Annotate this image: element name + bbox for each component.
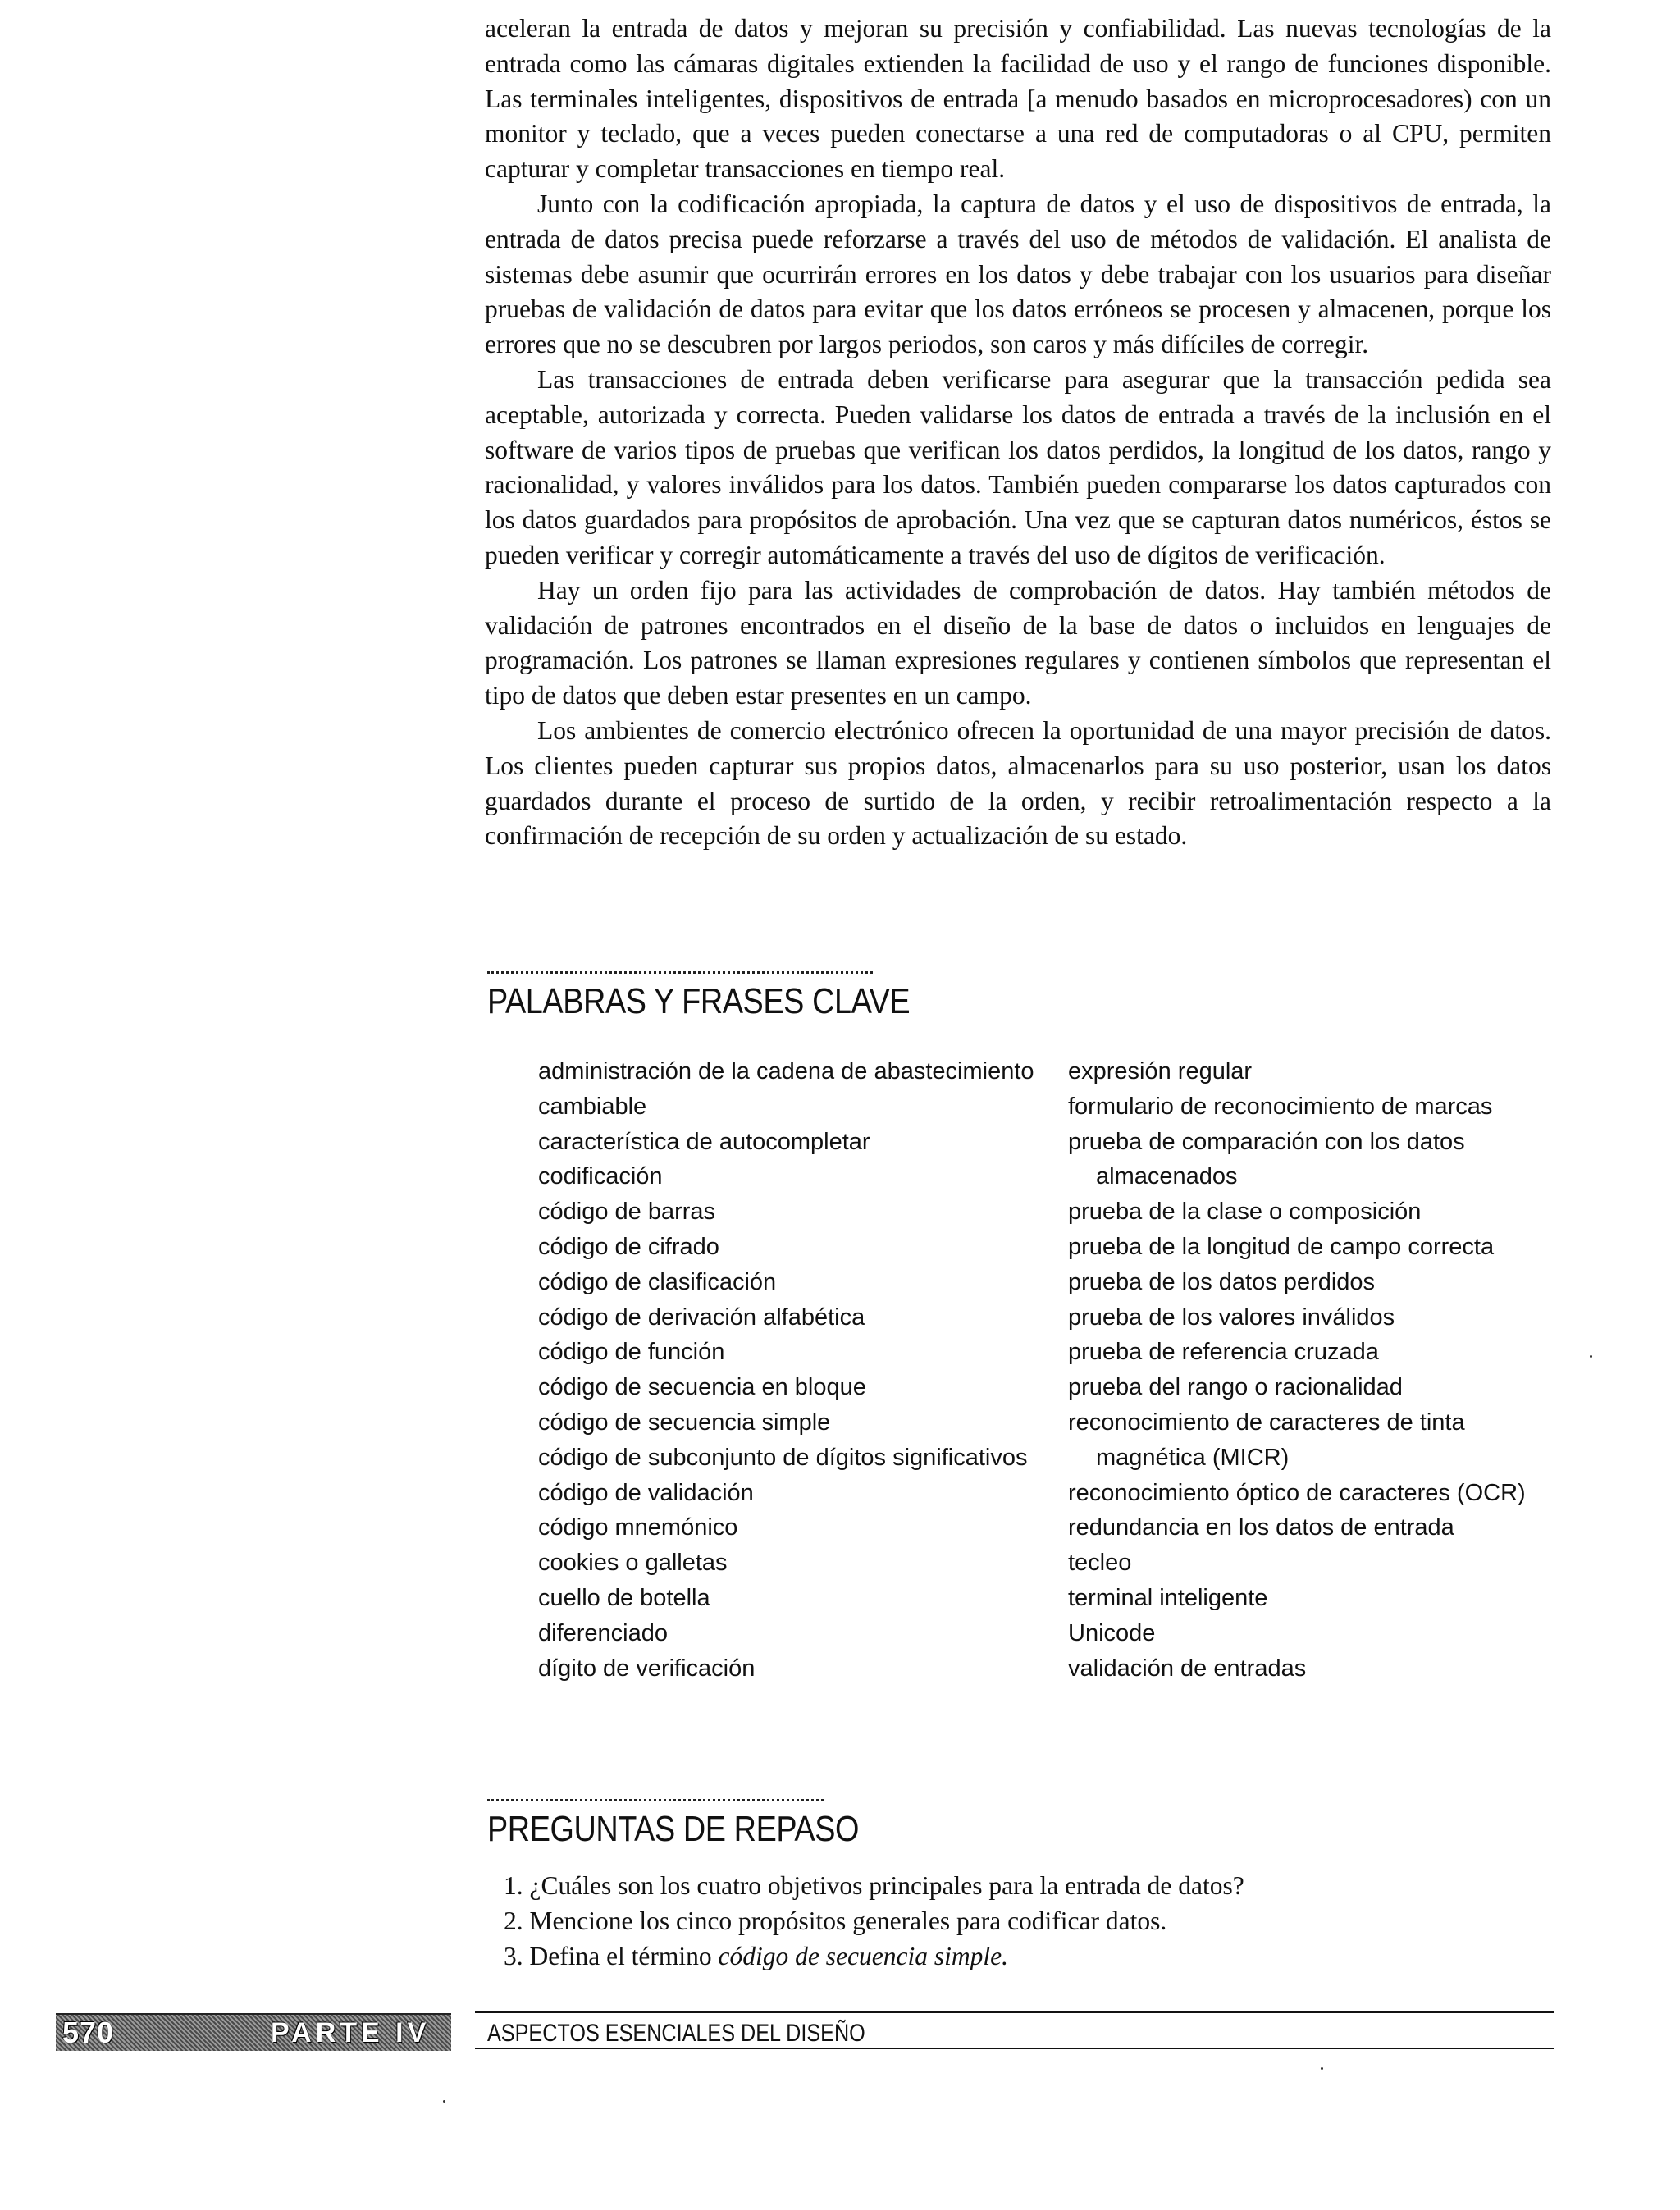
keyword-item: prueba de referencia cruzada [1068,1339,1379,1366]
keyword-item: prueba de la longitud de campo correcta [1068,1233,1495,1260]
scan-speck [1321,2067,1323,2070]
keyword-item: prueba de comparación con los datos almacenados [1068,1128,1465,1190]
keyword-item: prueba de la clase o composición [1068,1199,1422,1226]
keyword-item: característica de autocompletar [538,1128,870,1155]
keyword-item: cookies o galletas [538,1550,728,1577]
scan-speck [443,2100,445,2103]
keyword-item: código de secuencia en bloque [538,1374,866,1401]
question-number: 1. [504,1871,523,1900]
footer-top-rule [475,2011,1554,2013]
keywords-heading: PALABRAS Y FRASES CLAVE [487,981,911,1021]
question-number: 2. [504,1906,523,1935]
keyword-item: redundancia en los datos de entrada [1068,1514,1454,1541]
keyword-item: reconocimiento de caracteres de tinta magnética (MICR) [1068,1409,1465,1471]
keyword-item: terminal inteligente [1068,1584,1268,1611]
keyword-item: código de barras [538,1199,716,1226]
keyword-item: diferenciado [538,1619,668,1646]
keyword-item: formulario de reconocimiento de marcas [1068,1093,1493,1120]
keyword-item: código de validación [538,1479,754,1506]
footer-bottom-rule [475,2048,1554,2049]
part-label: PARTE IV [271,2017,431,2048]
question-item [504,1869,1570,1904]
page-number: 570 [62,2016,115,2049]
keyword-item: administración de la cadena de abastecimiento [538,1058,1034,1084]
keyword-item: reconocimiento óptico de caracteres (OCR) [1068,1479,1526,1506]
keyword-item: código de secuencia simple [538,1409,831,1436]
keywords-list-left [538,1054,1047,1686]
paragraph-1: aceleran la entrada de datos y mejoran su precisión y confiabilidad. Las nuevas tecnologías de la entrada como las cámaras digitales extienden la facilidad de uso y el rango de funciones disponible. Las terminales inteligentes, dispositivos de entrada [a menudo basados en microprocesadores) con un monitor y teclado, que a veces pueden conectarse a una red de computadoras o al CPU, permiten capturar y completar transacciones en tiempo real. [485,14,1551,184]
keywords-list-right [1068,1054,1568,1686]
scan-speck [1590,1355,1592,1358]
paragraph-3: Las transacciones de entrada deben verificarse para asegurar que la transacción pedida sea aceptable, autorizada y correcta. Pueden validarse los datos de entrada a través de la inclusión en el software de varios tipos de pruebas que verifican los datos perdidos, la longitud de los datos, rango y racionalidad, y valores inválidos para los datos. También pueden compararse los datos capturados con los datos guardados para propósitos de aprobación. Una vez que se capturan datos numéricos, éstos se pueden verificar y corregir automáticamente a través del uso de dígitos de verificación. [485,364,1551,569]
keyword-item: validación de entradas [1068,1655,1307,1682]
keyword-item: dígito de verificación [538,1655,756,1682]
question-text: Defina el término [529,1941,719,1970]
keyword-item: codificación [538,1163,663,1190]
keyword-item: cambiable [538,1093,647,1120]
paragraph-2: Junto con la codificación apropiada, la captura de datos y el uso de dispositivos de entrada, la entrada de datos precisa puede reforzarse a través del uso de métodos de validación. El analista de sistemas debe asumir que ocurrirán errores en los datos y debe trabajar con los usuarios para diseñar pruebas de validación de datos para evitar que los datos erróneos se procesen y almacenen, porque los errores que no se descubren por largos periodos, son caros y más difíciles de corregir. [485,189,1551,359]
question-number: 3. [504,1941,523,1970]
question-text: Mencione los cinco propósitos generales para codificar datos. [529,1906,1167,1935]
review-dotted-rule [487,1799,824,1801]
question-item [504,1904,1570,1939]
keyword-item: Unicode [1068,1619,1156,1646]
body-text [485,11,1551,854]
footer-title: ASPECTOS ESENCIALES DEL DISEÑO [487,2020,865,2047]
paragraph-5: Los ambientes de comercio electrónico ofrecen la oportunidad de una mayor precisión de datos. Los clientes pueden capturar sus propios datos, almacenarlos para su uso posterior, usan los datos guardados durante el proceso de surtido de la orden, y recibir retroalimentación respecto a la confirmación de recepción de su orden y actualización de su estado. [485,715,1551,851]
paragraph-4: Hay un orden fijo para las actividades de comprobación de datos. Hay también métodos de validación de patrones encontrados en el diseño de la base de datos o incluidos en lenguajes de programación. Los patrones se llaman expresiones regulares y contienen símbolos que representan el tipo de datos que deben estar presentes en un campo. [485,575,1551,710]
keyword-item: código de derivación alfabética [538,1304,865,1331]
keyword-item: expresión regular [1068,1058,1253,1084]
keyword-item: código de clasificación [538,1268,777,1295]
question-item [504,1939,1570,1975]
keyword-item: tecleo [1068,1550,1132,1577]
keyword-item: código de subconjunto de dígitos significativos [538,1444,1028,1471]
review-questions [504,1869,1570,1974]
keyword-item: código mnemónico [538,1514,738,1541]
keyword-item: prueba del rango o racionalidad [1068,1374,1403,1401]
question-text: ¿Cuáles son los cuatro objetivos principales para la entrada de datos? [529,1871,1244,1900]
review-heading: PREGUNTAS DE REPASO [487,1809,860,1849]
keywords-dotted-rule [487,971,873,974]
keyword-item: prueba de los valores inválidos [1068,1304,1395,1331]
keyword-item: cuello de botella [538,1584,710,1611]
keyword-item: código de cifrado [538,1233,719,1260]
keyword-item: código de función [538,1339,725,1366]
question-emphasis: código de secuencia simple. [718,1941,1008,1970]
keyword-item: prueba de los datos perdidos [1068,1268,1376,1295]
footer-part-banner [56,2013,451,2051]
